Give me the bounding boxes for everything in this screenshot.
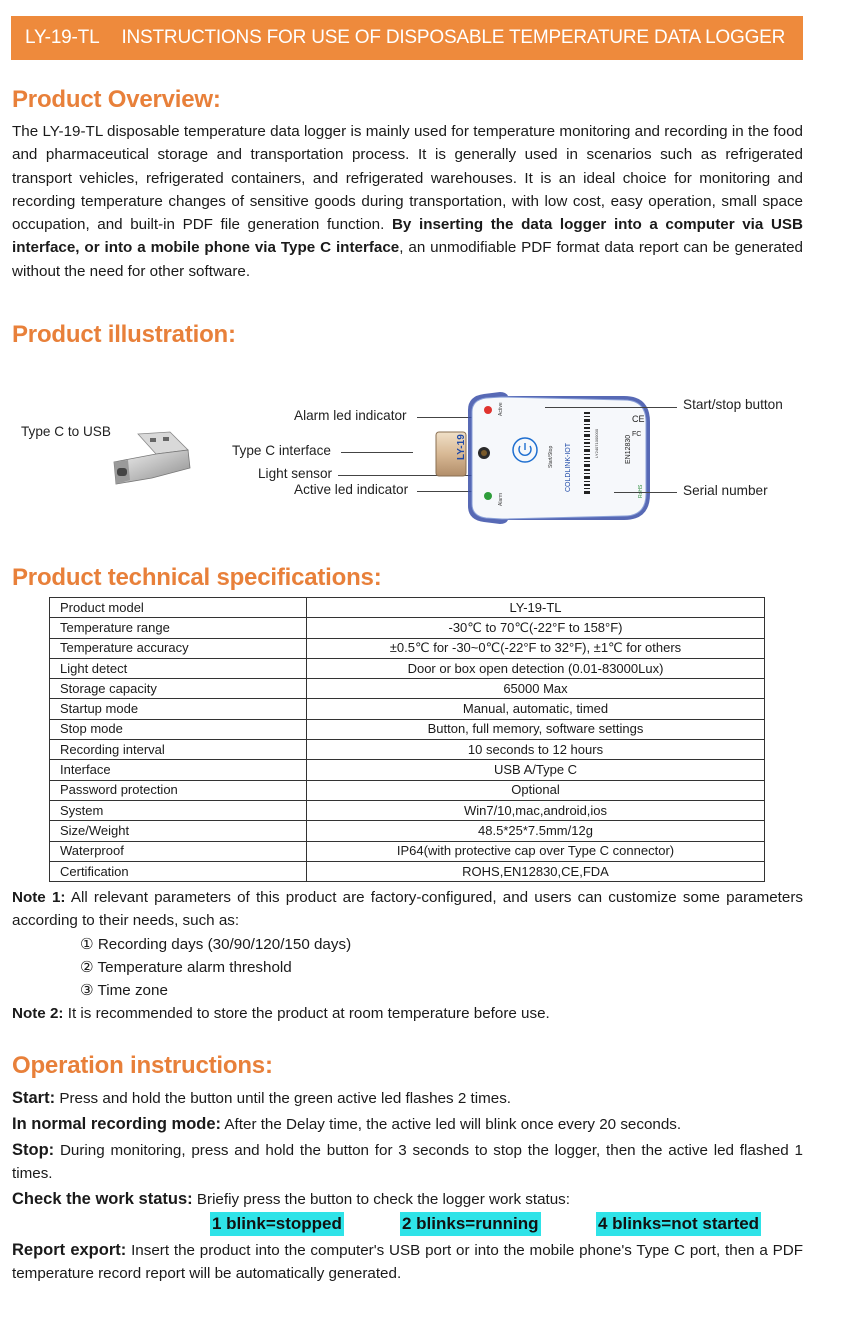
blink-status-not-started: 4 blinks=not started xyxy=(596,1212,761,1236)
spec-key: Stop mode xyxy=(50,719,307,739)
label-start-stop-button: Start/stop button xyxy=(683,397,783,412)
spec-key: Size/Weight xyxy=(50,821,307,841)
spec-table xyxy=(49,597,765,882)
label-alarm-led: Alarm led indicator xyxy=(294,408,407,423)
spec-key: Temperature accuracy xyxy=(50,638,307,658)
device-ce-mark: CE xyxy=(632,414,645,424)
op-normal-label: In normal recording mode: xyxy=(12,1115,222,1133)
note2-text: It is recommended to store the product at room temperature before use. xyxy=(67,1005,550,1022)
overview-text xyxy=(12,120,803,283)
spec-value: Optional xyxy=(307,780,765,800)
spec-row xyxy=(50,821,765,841)
operation-heading: Operation instructions: xyxy=(12,1052,273,1079)
overview-heading: Product Overview: xyxy=(12,86,221,113)
leader-line xyxy=(545,407,677,408)
spec-key: Interface xyxy=(50,760,307,780)
spec-key: Light detect xyxy=(50,658,307,678)
op-check xyxy=(12,1188,570,1211)
spec-value: 48.5*25*7.5mm/12g xyxy=(307,821,765,841)
leader-line xyxy=(341,452,413,453)
note1-item: ② Temperature alarm threshold xyxy=(80,959,292,976)
overview-text-bold: By inserting the data logger into a computer via USB interface, or into a mobile phone via Type C interface xyxy=(12,216,804,257)
spec-key: Waterproof xyxy=(50,841,307,861)
op-start xyxy=(12,1087,511,1110)
header-banner xyxy=(11,16,803,60)
spec-value: Win7/10,mac,android,ios xyxy=(307,800,765,820)
note1-item: ① Recording days (30/90/120/150 days) xyxy=(80,936,352,953)
illustration-heading: Product illustration: xyxy=(12,321,236,348)
spec-row xyxy=(50,658,765,678)
spec-value: -30℃ to 70℃(-22°F to 158°F) xyxy=(307,618,765,638)
device-serial-print: LY24071000000 xyxy=(594,428,599,458)
device-model-print: LY-19 xyxy=(456,434,467,460)
spec-row xyxy=(50,598,765,618)
spec-row xyxy=(50,699,765,719)
spec-row xyxy=(50,841,765,861)
spec-row xyxy=(50,638,765,658)
overview-text-part1: The LY-19-TL disposable temperature data logger is mainly used for temperature monitoring and recording in the food and pharmaceutical storage and transportation process. It is generally used in scenarios such as refrigerated transport vehicles, refrigerated containers, and refrigerated warehouses. It is an ideal choice for monitoring and recording temperature changes of sensitive goods during transportation, with low cost, easy operation, small space occupation, and built-in PDF file generation function. xyxy=(12,123,803,234)
usb-adapter-image xyxy=(108,428,198,498)
spec-key: Temperature range xyxy=(50,618,307,638)
spec-value: USB A/Type C xyxy=(307,760,765,780)
device-active-print: Active xyxy=(498,402,504,416)
spec-row xyxy=(50,760,765,780)
note1-text: All relevant parameters of this product are factory-configured, and users can customize some parameters according to their needs, such as: xyxy=(12,889,803,929)
device-rohs-mark xyxy=(638,484,644,498)
spec-value: Door or box open detection (0.01-83000Lux) xyxy=(307,658,765,678)
overview-text-part2: , an unmodifiable PDF format data report can be generated without the need for other software. xyxy=(12,239,803,280)
device-standard-print: EN12830 xyxy=(625,434,632,464)
label-serial-number: Serial number xyxy=(683,483,768,498)
op-stop-label: Stop: xyxy=(12,1141,55,1159)
spec-key: Certification xyxy=(50,861,307,881)
op-check-text: Briefiy press the button to check the logger work status: xyxy=(196,1191,570,1208)
device-fcc-mark: FC xyxy=(632,431,642,438)
spec-key: Product model xyxy=(50,598,307,618)
note2-label: Note 2: xyxy=(12,1005,64,1022)
label-type-c-to-usb: Type C to USB xyxy=(21,424,111,439)
label-active-led: Active led indicator xyxy=(294,482,409,497)
header-model: LY-19-TL xyxy=(25,27,100,48)
spec-row xyxy=(50,800,765,820)
spec-value: 10 seconds to 12 hours xyxy=(307,740,765,760)
spec-key: Password protection xyxy=(50,780,307,800)
spec-row xyxy=(50,618,765,638)
spec-value: LY-19-TL xyxy=(307,598,765,618)
op-report xyxy=(12,1239,803,1285)
op-normal-text: After the Delay time, the active led will blink once every 20 seconds. xyxy=(224,1116,682,1133)
device-alarm-print: Alarm xyxy=(498,492,504,506)
note1 xyxy=(12,886,803,932)
spec-row xyxy=(50,780,765,800)
note1-item: ③ Time zone xyxy=(80,982,168,999)
spec-row xyxy=(50,740,765,760)
op-check-label: Check the work status: xyxy=(12,1190,193,1208)
specs-heading: Product technical specifications: xyxy=(12,564,382,591)
leader-line xyxy=(614,492,677,493)
spec-key: System xyxy=(50,800,307,820)
spec-value: ±0.5℃ for -30~0℃(-22°F to 32°F), ±1℃ for others xyxy=(307,638,765,658)
spec-value: 65000 Max xyxy=(307,679,765,699)
spec-value: ROHS,EN12830,CE,FDA xyxy=(307,861,765,881)
blink-status-stopped: 1 blink=stopped xyxy=(210,1212,344,1236)
data-logger-device-image xyxy=(410,388,660,528)
op-start-label: Start: xyxy=(12,1089,56,1107)
note1-label: Note 1: xyxy=(12,889,66,906)
label-light-sensor: Light sensor xyxy=(258,466,333,481)
note2 xyxy=(12,1002,550,1025)
op-stop-text: During monitoring, press and hold the button for 3 seconds to stop the logger, then the active led flashed 1 times. xyxy=(12,1142,803,1182)
spec-key: Recording interval xyxy=(50,740,307,760)
label-type-c-interface: Type C interface xyxy=(232,443,331,458)
blink-status-running: 2 blinks=running xyxy=(400,1212,541,1236)
spec-value: Button, full memory, software settings xyxy=(307,719,765,739)
op-stop xyxy=(12,1139,803,1185)
header-title: INSTRUCTIONS FOR USE OF DISPOSABLE TEMPERATURE DATA LOGGER xyxy=(121,27,786,48)
op-report-label: Report export: xyxy=(12,1241,127,1259)
spec-value: Manual, automatic, timed xyxy=(307,699,765,719)
device-start-stop-print: Start/Stop xyxy=(548,445,554,468)
spec-row xyxy=(50,719,765,739)
spec-row xyxy=(50,679,765,699)
spec-key: Storage capacity xyxy=(50,679,307,699)
product-illustration xyxy=(0,380,841,540)
op-report-text: Insert the product into the computer's USB port or into the mobile phone's Type C port, then a PDF temperature record report will be automatically generated. xyxy=(12,1242,804,1282)
spec-row xyxy=(50,861,765,881)
op-start-text: Press and hold the button until the green active led flashes 2 times. xyxy=(59,1090,512,1107)
spec-key: Startup mode xyxy=(50,699,307,719)
device-brand-print: COLDLINK-IOT xyxy=(565,442,572,492)
spec-value: IP64(with protective cap over Type C connector) xyxy=(307,841,765,861)
op-normal xyxy=(12,1113,681,1136)
